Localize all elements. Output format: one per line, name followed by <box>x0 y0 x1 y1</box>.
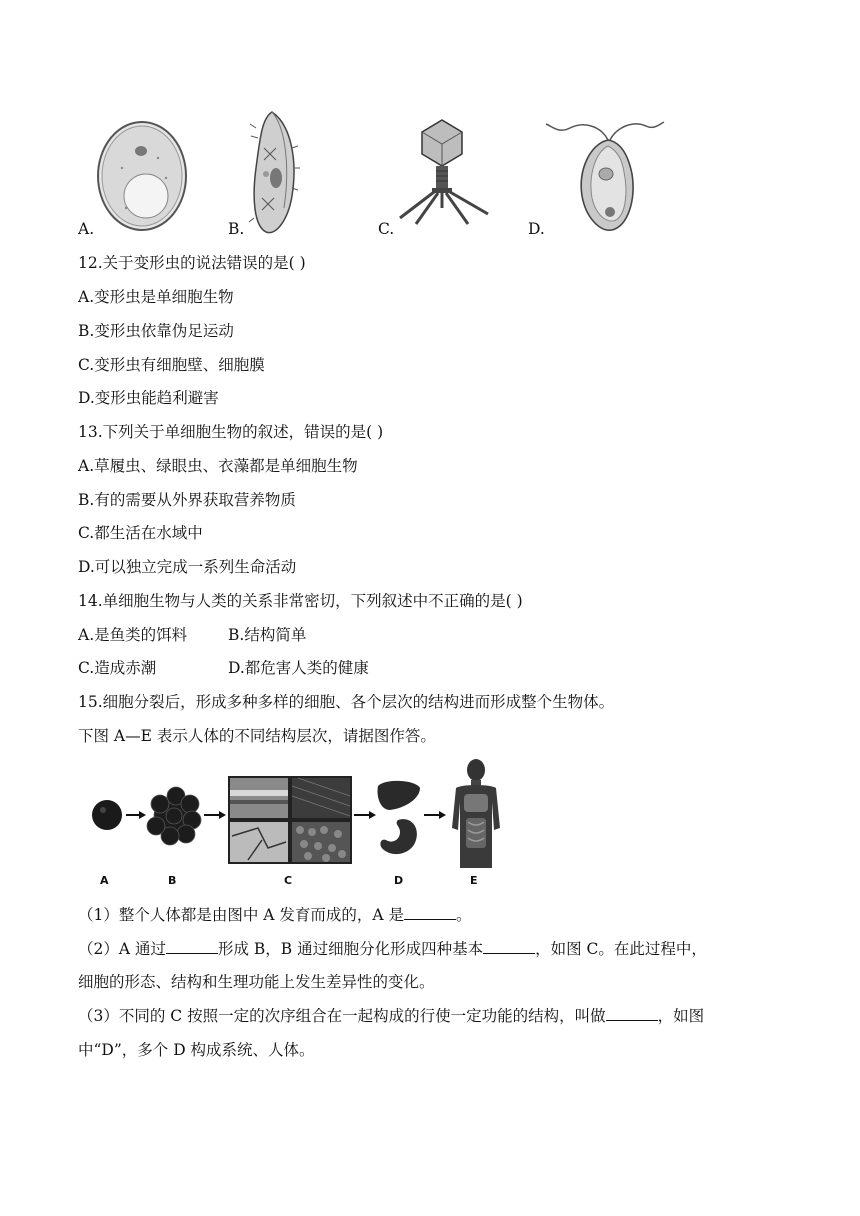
stage-a-cell-image <box>90 798 124 832</box>
option-b-label: B. <box>228 220 245 238</box>
cell-image-a <box>96 118 192 238</box>
q14-option-d: D.都危害人类的健康 <box>228 659 369 677</box>
q15-sub3-text-1: （3）不同的 C 按照一定的次序组合在一起构成的行使一定功能的结构，叫做 <box>78 1007 606 1025</box>
q15-sub3-line2: 中“D”，多个 D 构成系统、人体。 <box>78 1041 315 1059</box>
stage-label-e: E <box>470 874 478 887</box>
answer-blank[interactable] <box>404 905 456 920</box>
cell-image-b <box>246 108 302 238</box>
q12-option-b: B.变形虫依靠伪足运动 <box>78 322 234 340</box>
q14-stem: 14.单细胞生物与人类的关系非常密切，下列叙述中不正确的是( ) <box>78 592 523 610</box>
stage-label-a: A <box>100 874 109 887</box>
cell-image-c <box>396 118 492 226</box>
q13-option-a: A.草履虫、绿眼虫、衣藻都是单细胞生物 <box>78 457 358 475</box>
stage-label-c: C <box>284 874 293 887</box>
option-d-label: D. <box>528 220 545 238</box>
q15-sub1 <box>78 905 472 925</box>
q14-option-c: C.造成赤潮 <box>78 659 157 677</box>
q15-sub2-text-3: ，如图 C。在此过程中， <box>535 940 707 958</box>
answer-blank[interactable] <box>483 939 535 954</box>
answer-blank[interactable] <box>606 1006 658 1021</box>
answer-blank[interactable] <box>166 939 218 954</box>
option-a-label: A. <box>78 220 95 238</box>
stage-label-d: D <box>394 874 404 887</box>
q12-stem: 12.关于变形虫的说法错误的是( ) <box>78 254 306 272</box>
q12-option-c: C.变形虫有细胞壁、细胞膜 <box>78 356 265 374</box>
q15-sub2-text-2: 形成 B，B 通过细胞分化形成四种基本 <box>217 940 484 958</box>
cell-image-d <box>546 110 666 234</box>
q14-option-b: B.结构简单 <box>228 626 307 644</box>
q12-option-d: D.变形虫能趋利避害 <box>78 389 219 407</box>
q15-sub1-end: 。 <box>456 906 472 924</box>
q14-option-a: A.是鱼类的饵料 <box>78 626 188 644</box>
stage-c-tissues-image <box>228 776 352 864</box>
arrow-icon <box>424 810 446 820</box>
stage-e-human-image <box>444 758 508 870</box>
q15-sub2-text-1: （2）A 通过 <box>78 940 166 958</box>
q15-sub2 <box>78 939 707 959</box>
q15-sub2-line2: 细胞的形态、结构和生理功能上发生差异性的变化。 <box>78 973 435 991</box>
q13-option-c: C.都生活在水域中 <box>78 524 203 542</box>
q15-sub3-text-2: ，如图 <box>657 1007 705 1025</box>
q13-option-d: D.可以独立完成一系列生命活动 <box>78 558 297 576</box>
q13-stem: 13.下列关于单细胞生物的叙述，错误的是( ) <box>78 423 384 441</box>
option-c-label: C. <box>378 220 395 238</box>
stage-label-b: B <box>168 874 177 887</box>
arrow-icon <box>354 810 376 820</box>
stage-d-organs-image <box>376 778 422 864</box>
q12-option-a: A.变形虫是单细胞生物 <box>78 288 234 306</box>
arrow-icon <box>204 810 226 820</box>
q13-option-b: B.有的需要从外界获取营养物质 <box>78 491 296 509</box>
q15-stem-line1: 15.细胞分裂后，形成多种多样的细胞、各个层次的结构进而形成整个生物体。 <box>78 693 615 711</box>
arrow-icon <box>126 810 146 820</box>
q15-sub1-text: （1）整个人体都是由图中 A 发育而成的，A 是 <box>78 906 405 924</box>
stage-b-cells-image <box>146 786 202 846</box>
q15-stem-line2: 下图 A—E 表示人体的不同结构层次，请据图作答。 <box>78 727 436 745</box>
q15-sub3 <box>78 1006 704 1026</box>
